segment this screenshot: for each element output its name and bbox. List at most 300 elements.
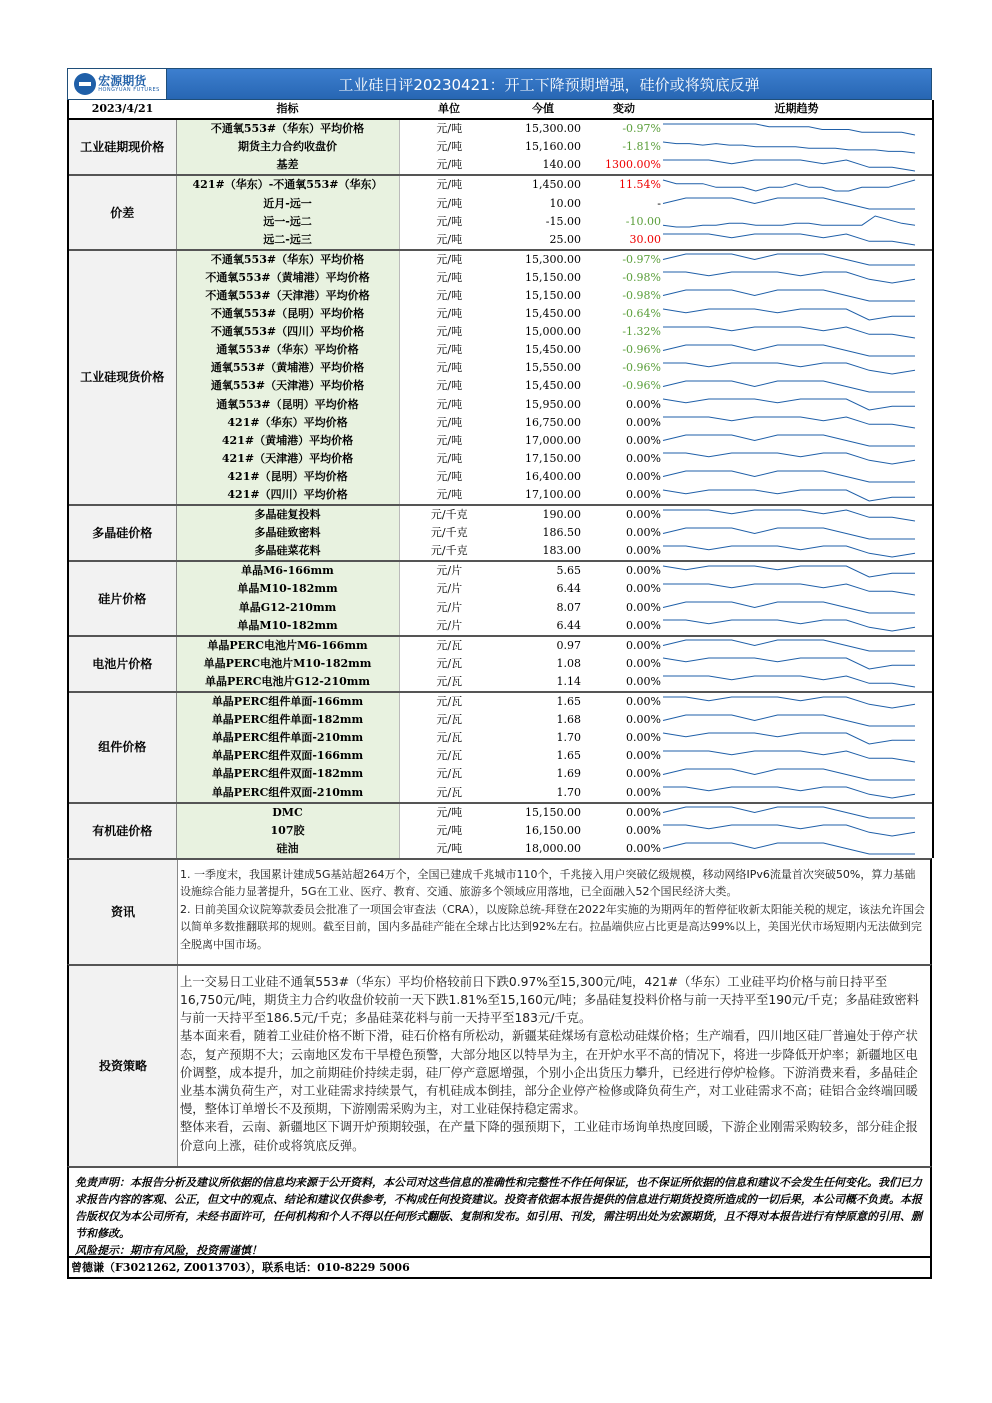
unit-cell: 元/吨 [399, 803, 499, 822]
table-row [68, 323, 933, 341]
trend-line [663, 363, 915, 374]
trend-line [663, 697, 915, 708]
trend-cell [661, 250, 933, 269]
unit-cell: 元/吨 [436, 325, 463, 339]
change-cell: 0.00% [626, 841, 661, 855]
unit-cell: 元/千克 [430, 544, 468, 558]
trend-cell [661, 617, 933, 636]
trend-cell [661, 269, 933, 287]
trend-sparkline [661, 712, 933, 729]
trend-sparkline [661, 378, 933, 395]
trend-line [663, 160, 915, 171]
table-row [68, 803, 933, 822]
table-row [68, 287, 933, 305]
indicator-name: 通氧553#（华东）平均价格 [176, 341, 399, 359]
unit-cell: 元/片 [399, 561, 499, 580]
value-cell: 1.68 [556, 713, 581, 727]
trend-sparkline [661, 784, 933, 801]
trend-line [663, 216, 915, 227]
trend-cell [661, 432, 933, 450]
strategy-label: 投资策略 [69, 966, 178, 1166]
indicator-name: 多晶硅复投料 [176, 505, 399, 524]
change-cell: 0.00% [626, 731, 661, 745]
change-cell: - [657, 196, 661, 210]
value-cell: 6.44 [556, 618, 581, 632]
section-label: 硅片价格 [68, 561, 176, 635]
change-cell: 0.00% [626, 526, 661, 540]
trend-cell [661, 396, 933, 414]
value-cell: 15,300.00 [499, 250, 587, 269]
change-cell: 30.00 [629, 232, 661, 246]
trend-line [663, 733, 915, 744]
trend-sparkline [661, 342, 933, 359]
trend-sparkline [661, 213, 933, 230]
unit-cell: 元/瓦 [436, 656, 463, 670]
disclaimer [67, 1166, 932, 1258]
trend-cell [661, 673, 933, 692]
table-row [68, 175, 933, 194]
unit-cell: 元/吨 [436, 214, 463, 228]
change-cell: 0.00% [626, 488, 661, 502]
unit-cell: 元/吨 [436, 433, 463, 447]
table-row [68, 542, 933, 561]
value-cell: 183.00 [542, 544, 581, 558]
table-row [68, 119, 933, 138]
unit-cell: 元/片 [436, 618, 463, 632]
unit-cell: 元/吨 [436, 397, 463, 411]
analyst-contact: 曾德谦（F3021262, Z0013703），联系电话：010-8229 5006 [67, 1258, 932, 1279]
table-row [68, 341, 933, 359]
trend-sparkline [661, 468, 933, 485]
unit-cell: 元/吨 [399, 250, 499, 269]
price-table [67, 100, 934, 858]
value-cell: 1,450.00 [499, 175, 587, 194]
change-cell: -0.98% [622, 288, 661, 302]
trend-sparkline [661, 139, 933, 156]
unit-cell: 元/吨 [436, 196, 463, 210]
trend-cell [661, 377, 933, 395]
change-cell: -0.96% [622, 343, 661, 357]
table-row [68, 599, 933, 617]
unit-cell: 元/吨 [436, 232, 463, 246]
unit-cell: 元/吨 [436, 140, 463, 154]
change-cell: 0.00% [587, 505, 661, 524]
section-label: 电池片价格 [68, 636, 176, 692]
trend-cell [661, 156, 933, 175]
trend-cell [661, 599, 933, 617]
indicator-name: 421#（华东）-不通氧553#（华东） [176, 175, 399, 194]
value-cell: -15.00 [545, 214, 581, 228]
table-row [68, 231, 933, 250]
unit-cell: 元/瓦 [436, 749, 463, 763]
unit-cell: 元/吨 [436, 415, 463, 429]
value-cell: 15,950.00 [525, 397, 581, 411]
table-row [68, 729, 933, 747]
trend-cell [661, 450, 933, 468]
indicator-name: 421#（四川）平均价格 [176, 486, 399, 505]
trend-cell [661, 323, 933, 341]
news-section [67, 858, 932, 964]
value-cell: 18,000.00 [525, 841, 581, 855]
trend-sparkline [661, 396, 933, 413]
trend-cell [661, 213, 933, 231]
table-row [68, 305, 933, 323]
trend-line [663, 769, 915, 780]
value-cell: 8.07 [556, 600, 581, 614]
indicator-name: 单晶PERC组件双面-182mm [176, 765, 399, 783]
value-cell: 15,300.00 [525, 122, 581, 136]
unit-cell: 元/吨 [436, 841, 463, 855]
news-item-1: 1. 一季度末，我国累计建成5G基站超264万个，全国已建成千兆城市110个，千兆接入用户突破亿级规模，移动网络IPv6流量首次突破50%，算力基础设施综合能力显著提升，5G在工业、医疗、教育、交通、旅游多个领域应用落地，已全面融入52个国民经济大类。 [180, 867, 916, 899]
trend-cell [661, 486, 933, 505]
indicator-name: 单晶G12-210mm [176, 599, 399, 617]
unit-cell: 元/瓦 [399, 692, 499, 711]
trend-sparkline [661, 360, 933, 377]
news-item-2: 2. 日前美国众议院筹款委员会批准了一项国会审查法（CRA），以废除总统-拜登在2022年实施的为期两年的暂停征收新太阳能关税的规定，该法允许国会以简单多数推翻联邦的规则。截至目前，国内多晶硅产能在全球占比达到92%左右。拉晶端供应占比更是高达99%以上，美国光伏市场短期内无法做到完全脱离中国市场。 [180, 902, 925, 951]
value-cell: 16,750.00 [525, 415, 581, 429]
indicator-name: 421#（华东）平均价格 [176, 414, 399, 432]
table-row [68, 396, 933, 414]
trend-line [663, 417, 915, 428]
trend-sparkline [661, 432, 933, 449]
trend-cell [661, 175, 933, 194]
table-row [68, 359, 933, 377]
unit-cell: 元/片 [436, 582, 463, 596]
trend-sparkline [661, 324, 933, 341]
trend-line [663, 234, 915, 245]
trend-cell [661, 711, 933, 729]
indicator-name: 通氧553#（昆明）平均价格 [176, 396, 399, 414]
change-cell: -0.96% [622, 379, 661, 393]
trend-sparkline [661, 599, 933, 616]
report-title: 工业硅日评20230421：开工下降预期增强，硅价或将筑底反弹 [167, 69, 931, 99]
trend-sparkline [661, 450, 933, 467]
change-cell: 0.00% [587, 692, 661, 711]
indicator-name: 不通氧553#（黄埔港）平均价格 [176, 269, 399, 287]
change-cell: 0.00% [626, 544, 661, 558]
value-cell: 1.69 [556, 767, 581, 781]
table-row [68, 486, 933, 505]
report-sheet [67, 68, 932, 1279]
news-body [178, 860, 930, 964]
col-change: 变动 [587, 100, 661, 119]
trend-sparkline [661, 637, 933, 654]
trend-cell [661, 765, 933, 783]
unit-cell: 元/吨 [436, 488, 463, 502]
change-cell: 0.00% [626, 600, 661, 614]
change-cell: -1.81% [622, 140, 661, 154]
change-cell: -10.00 [625, 214, 661, 228]
indicator-name: 不通氧553#（昆明）平均价格 [176, 305, 399, 323]
change-cell: 0.00% [626, 713, 661, 727]
trend-cell [661, 287, 933, 305]
trend-line [663, 435, 915, 446]
value-cell: 15,150.00 [525, 288, 581, 302]
indicator-name: 107胶 [176, 822, 399, 840]
trend-sparkline [661, 251, 933, 268]
value-cell: 1.70 [556, 731, 581, 745]
change-cell: -0.97% [622, 122, 661, 136]
indicator-name: 单晶PERC组件单面-166mm [176, 692, 399, 711]
trend-sparkline [661, 581, 933, 598]
value-cell: 15,450.00 [525, 379, 581, 393]
table-row [68, 692, 933, 711]
value-cell: 1.70 [556, 785, 581, 799]
trend-line [663, 198, 915, 209]
strategy-para-1: 上一交易日工业硅不通氧553#（华东）平均价格较前日下跌0.97%至15,300元/吨，421#（华东）工业硅平均价格与前日持平至16,750元/吨，期货主力合约收盘价较前一天下跌1.81%至15,160元/吨；多晶硅复投料价格与前一天持平至190元/千克；多晶硅致密料与前一天持平至186.5元/千克；多晶硅菜花料与前一天持平至183元/千克。 [180, 974, 919, 1026]
table-row [68, 524, 933, 542]
value-cell: 17,150.00 [525, 451, 581, 465]
trend-cell [661, 561, 933, 580]
unit-cell: 元/吨 [436, 361, 463, 375]
change-cell: 0.00% [626, 785, 661, 799]
value-cell: 16,400.00 [525, 469, 581, 483]
table-row [68, 213, 933, 231]
trend-sparkline [661, 673, 933, 690]
unit-cell: 元/片 [436, 600, 463, 614]
trend-line [663, 807, 915, 818]
table-row [68, 250, 933, 269]
unit-cell: 元/千克 [430, 526, 468, 540]
value-cell: 140.00 [542, 158, 581, 172]
value-cell: 6.44 [556, 582, 581, 596]
table-row [68, 156, 933, 175]
indicator-name: DMC [176, 803, 399, 822]
risk-warning: 风险提示：期市有风险，投资需谨慎！ [75, 1243, 262, 1257]
trend-cell [661, 341, 933, 359]
company-logo [68, 69, 167, 99]
indicator-name: 多晶硅菜花料 [176, 542, 399, 561]
unit-cell: 元/瓦 [436, 767, 463, 781]
trend-sparkline [661, 694, 933, 711]
table-row [68, 673, 933, 692]
table-row [68, 636, 933, 655]
unit-cell: 元/吨 [436, 288, 463, 302]
trend-cell [661, 692, 933, 711]
table-row [68, 269, 933, 287]
indicator-name: 通氧553#（天津港）平均价格 [176, 377, 399, 395]
unit-cell: 元/吨 [436, 343, 463, 357]
section-label: 组件价格 [68, 692, 176, 803]
value-cell: 15,550.00 [525, 361, 581, 375]
trend-cell [661, 636, 933, 655]
trend-sparkline [661, 414, 933, 431]
change-cell: 0.00% [626, 433, 661, 447]
trend-cell [661, 305, 933, 323]
value-cell: 15,000.00 [525, 325, 581, 339]
trend-sparkline [661, 121, 933, 138]
indicator-name: 近月-远一 [176, 194, 399, 212]
unit-cell: 元/瓦 [436, 731, 463, 745]
indicator-name: 421#（昆明）平均价格 [176, 468, 399, 486]
indicator-name: 远二-远三 [176, 231, 399, 250]
table-row [68, 747, 933, 765]
trend-line [663, 510, 915, 521]
report-date: 2023/4/21 [68, 100, 176, 119]
indicator-name: 单晶M10-182mm [176, 617, 399, 636]
trend-sparkline [661, 730, 933, 747]
indicator-name: 不通氧553#（华东）平均价格 [176, 119, 399, 138]
trend-cell [661, 655, 933, 673]
trend-line [663, 546, 915, 557]
disclaimer-text: 免责声明：本报告分析及建议所依据的信息均来源于公开资料，本公司对这些信息的准确性和完整性不作任何保证，也不保证所依据的信息和建议不会发生任何变化。我们已力求报告内容的客观、公正，但文中的观点、结论和建议仅供参考，不构成任何投资建议。投资者依据本报告提供的信息进行期货投资所造成的一切后果，本公司概不负责。本报告版权仅为本公司所有，未经书面许可，任何机构和个人不得以任何形式翻版、复制和发布。如引用、刊发，需注明出处为宏源期货，且不得对本报告进行有悖原意的引用、删节和修改。 [75, 1175, 922, 1240]
table-row [68, 580, 933, 598]
logo-icon [74, 73, 96, 95]
table-row [68, 711, 933, 729]
trend-line [663, 825, 915, 836]
trend-line [663, 676, 915, 687]
change-cell: 0.00% [626, 415, 661, 429]
trend-sparkline [661, 804, 933, 821]
table-row [68, 377, 933, 395]
column-header-row [68, 100, 933, 119]
strategy-body [178, 966, 930, 1166]
trend-cell [661, 138, 933, 156]
trend-cell [661, 468, 933, 486]
section-label: 多晶硅价格 [68, 505, 176, 561]
trend-line [663, 584, 915, 595]
logo-cn: 宏源期货 [98, 74, 147, 88]
indicator-name: 单晶PERC电池片M6-166mm [176, 636, 399, 655]
table-row [68, 783, 933, 802]
col-value: 今值 [499, 100, 587, 119]
unit-cell: 元/吨 [436, 307, 463, 321]
trend-line [663, 272, 915, 283]
change-cell: 0.00% [626, 674, 661, 688]
table-row [68, 655, 933, 673]
value-cell: 15,150.00 [525, 270, 581, 284]
trend-cell [661, 119, 933, 138]
trend-line [663, 566, 915, 577]
trend-sparkline [661, 487, 933, 504]
indicator-name: 不通氧553#（华东）平均价格 [176, 250, 399, 269]
table-row [68, 561, 933, 580]
trend-sparkline [661, 157, 933, 174]
value-cell: 16,150.00 [525, 823, 581, 837]
change-cell: 0.00% [587, 803, 661, 822]
value-cell: 10.00 [549, 196, 581, 210]
table-row [68, 138, 933, 156]
table-row [68, 450, 933, 468]
unit-cell: 元/吨 [436, 158, 463, 172]
value-cell: 15,160.00 [525, 140, 581, 154]
change-cell: -0.98% [622, 270, 661, 284]
table-row [68, 194, 933, 212]
change-cell: 0.00% [626, 656, 661, 670]
trend-cell [661, 729, 933, 747]
change-cell: -0.64% [622, 307, 661, 321]
trend-line [663, 453, 915, 464]
value-cell: 1.65 [499, 692, 587, 711]
unit-cell: 元/吨 [436, 379, 463, 393]
trend-sparkline [661, 269, 933, 286]
change-cell: 11.54% [587, 175, 661, 194]
change-cell: 0.00% [626, 582, 661, 596]
change-cell: 0.00% [626, 469, 661, 483]
trend-sparkline [661, 287, 933, 304]
trend-cell [661, 783, 933, 802]
trend-line [663, 471, 915, 482]
indicator-name: 单晶PERC组件单面-210mm [176, 729, 399, 747]
trend-cell [661, 231, 933, 250]
trend-line [663, 787, 915, 798]
change-cell: 0.00% [626, 823, 661, 837]
trend-line [663, 180, 915, 191]
change-cell: 0.00% [626, 451, 661, 465]
unit-cell: 元/吨 [436, 122, 463, 136]
indicator-name: 单晶PERC组件双面-166mm [176, 747, 399, 765]
section-label: 有机硅价格 [68, 803, 176, 858]
indicator-name: 单晶M10-182mm [176, 580, 399, 598]
table-row [68, 840, 933, 858]
value-cell: 186.50 [542, 526, 581, 540]
trend-cell [661, 840, 933, 858]
unit-cell: 元/千克 [399, 505, 499, 524]
change-cell: 1300.00% [605, 158, 661, 172]
trend-sparkline [661, 306, 933, 323]
strategy-para-3: 整体来看，云南、新疆地区下调开炉预期较强，在产量下降的强预期下，工业硅市场询单热度回暖，下游企业刚需采购较多，部分硅企报价意向上涨，硅价或将筑底反弹。 [180, 1120, 918, 1153]
trend-line [663, 345, 915, 356]
indicator-name: 硅油 [176, 840, 399, 858]
trend-cell [661, 414, 933, 432]
trend-cell [661, 359, 933, 377]
change-cell: 0.00% [626, 767, 661, 781]
col-trend: 近期趋势 [661, 100, 933, 119]
unit-cell: 元/吨 [436, 823, 463, 837]
trend-sparkline [661, 195, 933, 212]
indicator-name: 不通氧553#（天津港）平均价格 [176, 287, 399, 305]
trend-sparkline [661, 543, 933, 560]
trend-line [663, 290, 915, 301]
table-row [68, 765, 933, 783]
trend-line [663, 490, 915, 501]
trend-sparkline [661, 507, 933, 524]
value-cell: 190.00 [499, 505, 587, 524]
section-label: 工业硅期现价格 [68, 119, 176, 175]
change-cell: -0.96% [622, 361, 661, 375]
unit-cell: 元/吨 [436, 451, 463, 465]
trend-sparkline [661, 766, 933, 783]
indicator-name: 基差 [176, 156, 399, 175]
table-row [68, 617, 933, 636]
unit-cell: 元/吨 [436, 469, 463, 483]
indicator-name: 单晶M6-166mm [176, 561, 399, 580]
trend-line [663, 602, 915, 613]
trend-sparkline [661, 563, 933, 580]
col-unit: 单位 [399, 100, 499, 119]
indicator-name: 多晶硅致密料 [176, 524, 399, 542]
trend-line [663, 751, 915, 762]
indicator-name: 远一-远二 [176, 213, 399, 231]
change-cell: -0.97% [587, 250, 661, 269]
unit-cell: 元/吨 [436, 270, 463, 284]
value-cell: 1.65 [556, 749, 581, 763]
trend-sparkline [661, 177, 933, 194]
value-cell: 17,100.00 [525, 488, 581, 502]
indicator-name: 通氧553#（黄埔港）平均价格 [176, 359, 399, 377]
trend-cell [661, 524, 933, 542]
value-cell: 5.65 [499, 561, 587, 580]
trend-line [663, 658, 915, 669]
indicator-name: 单晶PERC电池片G12-210mm [176, 673, 399, 692]
indicator-name: 单晶PERC组件单面-182mm [176, 711, 399, 729]
trend-line [663, 124, 915, 135]
trend-line [663, 254, 915, 265]
table-row [68, 505, 933, 524]
unit-cell: 元/瓦 [436, 674, 463, 688]
report-header [67, 68, 932, 100]
value-cell: 25.00 [549, 232, 581, 246]
